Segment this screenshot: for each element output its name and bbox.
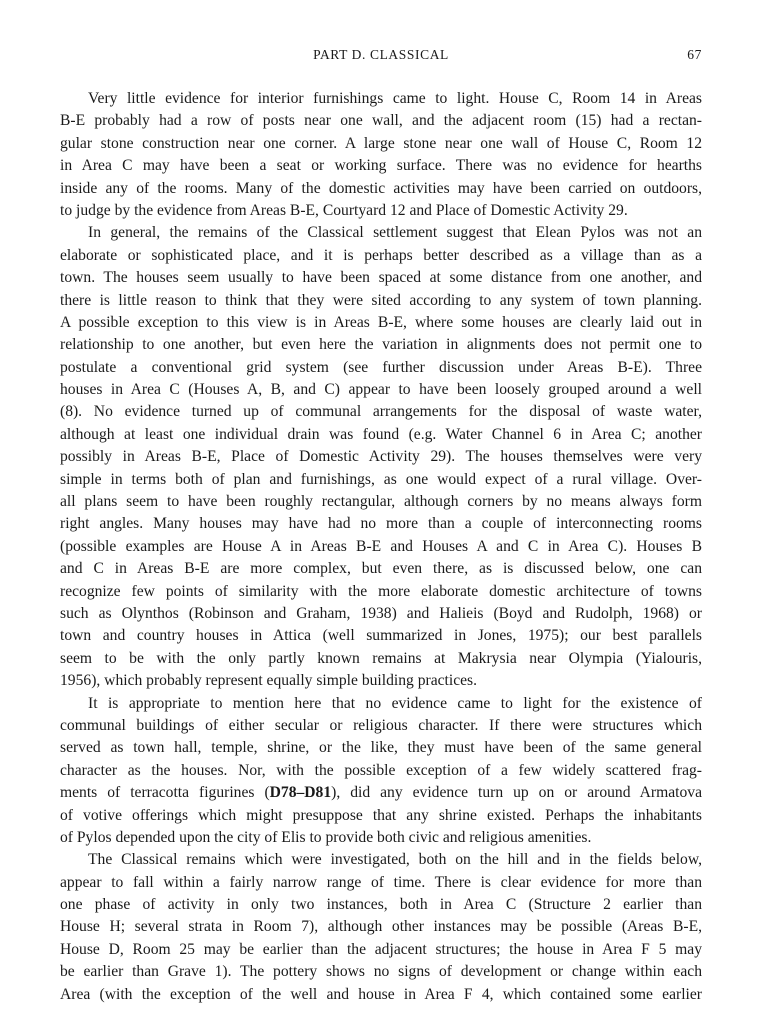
text-line: possibly in Areas B-E, Place of Domestic Activity 29). The houses themselves were very <box>60 448 702 466</box>
page-number: 67 <box>687 47 702 62</box>
text-line: simple in terms both of plan and furnishings, as one would expect of a rural village. Over- <box>60 470 702 488</box>
text-line: gular stone construction near one corner. A large stone near one wall of House C, Room 12 <box>60 134 702 152</box>
catalog-reference: D78–D81 <box>269 784 332 802</box>
paragraph-chronology <box>60 849 702 1006</box>
paragraph-interior-furnishings <box>60 88 702 222</box>
text-line: houses in Area C (Houses A, B, and C) appear to have been loosely grouped around a well <box>60 381 702 399</box>
running-head <box>60 47 702 67</box>
text-line: town and country houses in Attica (well summarized in Jones, 1975); our best parallels <box>60 627 702 645</box>
paragraph-settlement-character <box>60 222 702 692</box>
text-line: Area (with the exception of the well and house in Area F 4, which contained some earlier <box>60 985 702 1003</box>
text-line: A possible exception to this view is in Areas B-E, where some houses are clearly laid out in <box>60 313 702 331</box>
text-line: right angles. Many houses may have had no more than a couple of interconnecting rooms <box>60 515 702 533</box>
text-line <box>60 782 702 804</box>
body-text <box>60 88 702 1006</box>
text-line: appear to fall within a fairly narrow range of time. There is clear evidence for more than <box>60 873 702 891</box>
text-line: of Pylos depended upon the city of Elis to provide both civic and religious amenities. <box>60 828 592 846</box>
text-line: one phase of activity in only two instances, both in Area C (Structure 2 earlier than <box>60 896 702 914</box>
text-line: there is little reason to think that they were sited according to any system of town planning. <box>60 291 702 309</box>
text-line: inside any of the rooms. Many of the domestic activities may have been carried on outdoors, <box>60 179 702 197</box>
text-line: Very little evidence for interior furnishings came to light. House C, Room 14 in Areas <box>88 90 702 107</box>
text-line: and C in Areas B-E are more complex, but even there, as is discussed below, one can <box>60 560 702 578</box>
text-line: such as Olynthos (Robinson and Graham, 1938) and Halieis (Boyd and Rudolph, 1968) or <box>60 604 702 622</box>
text-line: relationship to one another, but even here the variation in alignments does not permit one to <box>60 336 702 354</box>
text-line: (8). No evidence turned up of communal arrangements for the disposal of waste water, <box>60 403 702 421</box>
text-line: of votive offerings which might presuppose that any shrine existed. Perhaps the inhabitants <box>60 806 702 824</box>
text-line: It is appropriate to mention here that no evidence came to light for the existence of <box>88 694 702 712</box>
text-line: seem to be with the only partly known remains at Makrysia near Olympia (Yialouris, <box>60 649 702 667</box>
text-line-start: ments of terracotta figurines ( <box>60 784 270 802</box>
text-line: recognize few points of similarity with the more elaborate domestic architecture of towns <box>60 582 702 600</box>
text-line: 1956), which probably represent equally simple building practices. <box>60 672 478 690</box>
text-line: be earlier than Grave 1). The pottery shows no signs of development or change within each <box>60 963 702 981</box>
text-line: House D, Room 25 may be earlier than the adjacent structures; the house in Area F 5 may <box>60 940 702 958</box>
text-line-end: ), did any evidence turn up on or around Armatova <box>331 784 702 802</box>
text-line: The Classical remains which were investigated, both on the hill and in the fields below, <box>88 851 702 869</box>
running-title: PART D. CLASSICAL <box>313 47 449 62</box>
text-line: served as town hall, temple, shrine, or the like, they must have been of the same general <box>60 739 702 757</box>
text-line: all plans seem to have been roughly rectangular, although corners by no means always form <box>60 493 702 511</box>
text-line: (possible examples are House A in Areas B-E and Houses A and C in Area C). Houses B <box>60 537 702 555</box>
text-line: elaborate or sophisticated place, and it is perhaps better described as a village than as a <box>60 246 702 264</box>
text-line: In general, the remains of the Classical settlement suggest that Elean Pylos was not an <box>88 224 702 242</box>
text-line: in Area C may have been a seat or working surface. There was no evidence for hearths <box>60 157 702 175</box>
text-line: to judge by the evidence from Areas B-E, Courtyard 12 and Place of Domestic Activity 29. <box>60 201 628 219</box>
paragraph-communal-buildings <box>60 693 702 850</box>
text-line: House H; several strata in Room 7), although other instances may be possible (Areas B-E, <box>60 918 702 936</box>
text-line: town. The houses seem usually to have been spaced at some distance from one another, and <box>60 269 702 287</box>
text-line: communal buildings of either secular or religious character. If there were structures which <box>60 716 702 734</box>
text-line: character as the houses. Nor, with the possible exception of a few widely scattered frag- <box>60 761 702 779</box>
text-line: although at least one individual drain was found (e.g. Water Channel 6 in Area C; another <box>60 425 702 443</box>
text-line: postulate a conventional grid system (see further discussion under Areas B-E). Three <box>60 358 702 376</box>
text-line: B-E probably had a row of posts near one wall, and the adjacent room (15) had a rectan- <box>60 112 702 130</box>
